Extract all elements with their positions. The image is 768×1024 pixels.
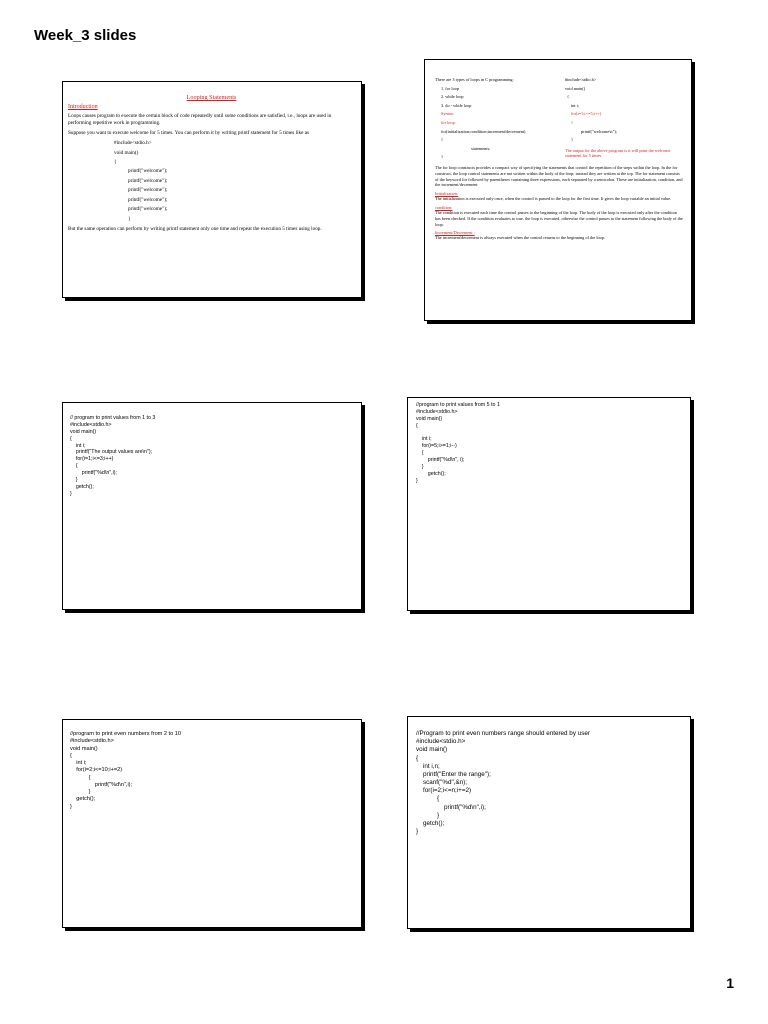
code-line: } bbox=[128, 215, 131, 222]
type-item: 3. do - while loop bbox=[441, 102, 472, 108]
code-line: printf("welcome\n"); bbox=[581, 128, 617, 134]
code-line: scanf("%d",&n); bbox=[416, 779, 468, 787]
code-line: { bbox=[70, 463, 78, 470]
code-line: #include<stdio.h> bbox=[565, 77, 597, 82]
brace: { bbox=[441, 137, 444, 143]
statements-text: statements; bbox=[471, 145, 491, 151]
code-line: getch(); bbox=[70, 796, 96, 803]
increment-heading: Increment/Decrement : bbox=[435, 230, 475, 236]
conclusion-paragraph: But the same operation can perform by writing printf statement only one time and repeat the execution 5 times using loop. bbox=[68, 226, 322, 233]
code-line: printf("welcome"); bbox=[128, 168, 168, 175]
code-line: void main() bbox=[70, 745, 98, 752]
code-line: for(i=1;i<=5;i++) bbox=[571, 111, 602, 117]
code-line: printf("Enter the range"); bbox=[416, 770, 491, 778]
code-line: { bbox=[70, 774, 91, 781]
code-line: void main() bbox=[416, 746, 448, 754]
code-line: #include<stdio.h> bbox=[416, 738, 466, 746]
code-line: for(i=1;i<=3;i++) bbox=[70, 456, 114, 463]
page-number: 1 bbox=[726, 975, 734, 991]
code-line: int i; bbox=[70, 442, 86, 449]
types-intro: There are 3 types of loops in C programming: bbox=[435, 77, 514, 82]
code-line: { bbox=[571, 119, 574, 125]
code-line: int i; bbox=[571, 102, 579, 108]
code-line: { bbox=[416, 450, 424, 457]
loop-types-column bbox=[435, 76, 565, 162]
code-line: { bbox=[416, 754, 419, 762]
example-code-column bbox=[565, 76, 683, 162]
code-line: for(i=2;i<=n;i+=2) bbox=[416, 787, 472, 795]
init-paragraph: The initialization is executed only once, when the control is passed to the loop for the first time. It gives the loop variable an initial value. bbox=[435, 196, 672, 202]
code-line: // program to print values from 1 to 3 bbox=[70, 415, 156, 421]
code-block bbox=[68, 139, 355, 224]
slide-2 bbox=[424, 59, 692, 321]
code-line: } bbox=[416, 811, 440, 819]
for-syntax: for(initialization;condition;increment/decrement) bbox=[441, 128, 526, 134]
code-line: //program to print even numbers from 2 to 10 bbox=[70, 731, 181, 737]
intro-paragraph: Loops causes program to execute the certain block of code repeatedly until some conditions are satisfied, i.e., loops are used in performing repetitive work in programming. bbox=[68, 113, 332, 127]
code-line: //program to print values from 5 to 1 bbox=[416, 402, 500, 408]
code-line: printf("welcome"); bbox=[128, 196, 168, 203]
init-heading: Initialization: bbox=[435, 191, 459, 197]
for-description: The for loop constructs provides a compact way of specifying the statements that control the repetition of the steps within the loop. In the for construct, the loop control statements are not written within the body of the loop; instead they are written at the top. The for statement consists of the keyword for followed by parentheses containing three expressions, each separated by a semicolon. These are initialization, condition, and the increment/decrement bbox=[435, 164, 683, 188]
code-line: getch(); bbox=[416, 470, 446, 477]
code-line: { bbox=[567, 94, 570, 100]
code-line: } bbox=[70, 490, 72, 497]
code-line: #include<stdio.h> bbox=[416, 408, 458, 415]
slide-1-title: Looping Statements bbox=[186, 94, 237, 101]
code-line: printf("welcome"); bbox=[128, 206, 168, 213]
code-line: printf("%d\n",i); bbox=[70, 470, 118, 476]
code-line: printf("welcome"); bbox=[128, 177, 168, 184]
for-label: for loop bbox=[441, 119, 455, 125]
page-title: Week_3 slides bbox=[34, 27, 137, 44]
code-line: } bbox=[416, 828, 419, 836]
code-line: printf("The output values are\n"); bbox=[70, 449, 153, 456]
slide-3 bbox=[62, 402, 362, 610]
code-line: printf("welcome"); bbox=[128, 187, 168, 194]
intro-heading: Introduction bbox=[68, 104, 98, 110]
code-line: printf("%d\n",i); bbox=[70, 781, 133, 788]
code-line: void main() bbox=[416, 415, 443, 422]
code-line: } bbox=[70, 476, 78, 483]
type-item: 1. for loop bbox=[441, 85, 460, 91]
syntax-label: Syntax: bbox=[441, 111, 455, 117]
slide-5 bbox=[62, 719, 362, 928]
output-note: The output for the above program is it will print the welcome statement for 5 times. bbox=[565, 147, 671, 159]
code-block bbox=[416, 402, 682, 485]
code-block bbox=[70, 415, 354, 498]
brace: } bbox=[441, 154, 444, 160]
code-line: printf("%d\n", i); bbox=[416, 457, 465, 463]
code-line: //Program to print even numbers range should entered by user bbox=[416, 730, 590, 737]
code-line: } bbox=[416, 463, 424, 470]
code-line: } bbox=[70, 789, 91, 796]
code-line: int i; bbox=[416, 436, 432, 443]
code-line: for(i=2;i<=10;i+=2) bbox=[70, 767, 123, 774]
code-line: { bbox=[114, 158, 117, 165]
code-line: printf("%d\n",i); bbox=[416, 803, 486, 811]
code-line: #include<stdio.h> bbox=[70, 738, 114, 745]
code-line: } bbox=[571, 137, 574, 143]
code-line bbox=[416, 430, 682, 437]
code-line: { bbox=[70, 752, 72, 759]
type-item: 2. while loop bbox=[441, 94, 464, 100]
code-block bbox=[70, 731, 354, 811]
code-block bbox=[416, 730, 682, 836]
slide-4 bbox=[407, 397, 691, 611]
code-line: for(i=5;i>=1;i--) bbox=[416, 443, 457, 450]
code-line: void main() bbox=[70, 428, 97, 435]
increment-paragraph: The increment/decrement is always executed when the control returns to the beginning of the loop. bbox=[435, 235, 606, 241]
code-line: { bbox=[416, 422, 418, 429]
slide-6 bbox=[407, 716, 691, 929]
code-line: getch(); bbox=[70, 483, 94, 490]
slide-1 bbox=[62, 81, 362, 298]
code-line: int i,n; bbox=[416, 762, 440, 770]
code-line: #include<stdio.h> bbox=[114, 140, 152, 147]
code-line: void main() bbox=[114, 149, 139, 156]
code-line: void main() bbox=[565, 85, 586, 91]
condition-paragraph: The condition is executed each time the control passes to the beginning of the loop. The body of the loop is executed only after the condition has been checked. If the condition evaluates to true, the loop is executed, otherwise the control passes to the statement following the body of the loop. bbox=[435, 209, 683, 227]
code-line: #include<stdio.h> bbox=[70, 421, 112, 428]
code-line: { bbox=[416, 795, 440, 803]
code-line: } bbox=[70, 803, 72, 810]
code-line: } bbox=[416, 477, 418, 484]
code-line: getch(); bbox=[416, 819, 445, 827]
code-line: int i; bbox=[70, 760, 87, 767]
code-line: { bbox=[70, 435, 72, 442]
condition-heading: condition: bbox=[435, 204, 453, 210]
suppose-paragraph: Suppose you want to execute welcome for 5 times. You can perform it by writing printf statement for 5 times like as bbox=[68, 130, 310, 137]
